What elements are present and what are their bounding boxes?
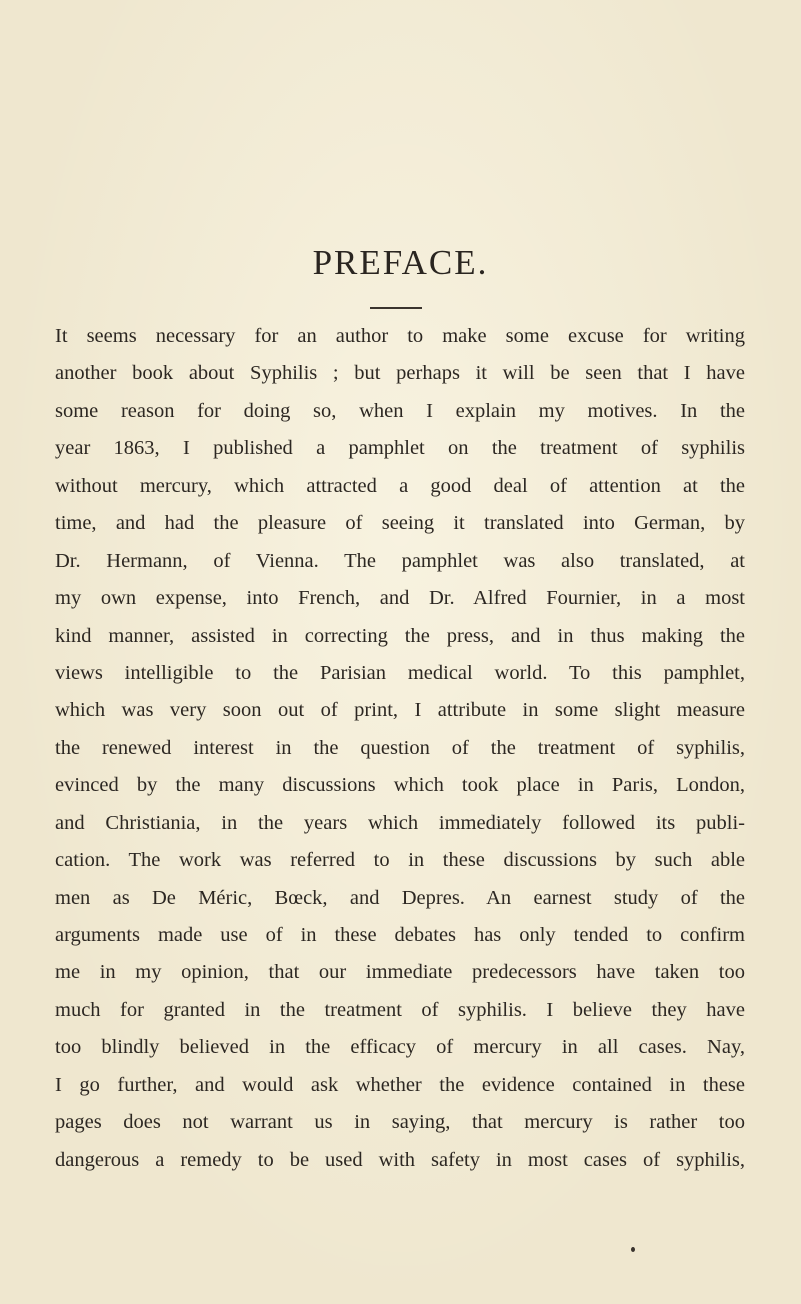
ink-speck (631, 1247, 635, 1252)
text-line: Dr. Hermann, of Vienna. The pamphlet was also translated, at (55, 549, 745, 572)
text-line: men as De Méric, Bœck, and Depres. An earnest study of the (55, 886, 745, 909)
text-line: some reason for doing so, when I explain my motives. In the (55, 399, 745, 422)
page-title: PREFACE. (312, 243, 489, 282)
text-line: too blindly believed in the efficacy of mercury in all cases. Nay, (55, 1036, 745, 1059)
body-paragraph (55, 318, 745, 1179)
text-line: time, and had the pleasure of seeing it translated into German, by (55, 512, 745, 535)
text-line: year 1863, I published a pamphlet on the treatment of syphilis (55, 437, 745, 460)
text-line: the renewed interest in the question of the treatment of syphilis, (55, 736, 745, 759)
text-line: and Christiania, in the years which immediately followed its publi- (55, 811, 745, 834)
text-line: cation. The work was referred to in these discussions by such able (55, 849, 745, 872)
text-line: It seems necessary for an author to make some excuse for writing (55, 325, 745, 347)
text-line: I go further, and would ask whether the evidence contained in these (55, 1073, 745, 1096)
text-line: views intelligible to the Parisian medical world. To this pamphlet, (55, 661, 745, 684)
text-line: much for granted in the treatment of syphilis. I believe they have (55, 998, 745, 1021)
text-line: which was very soon out of print, I attribute in some slight measure (55, 699, 745, 722)
text-line: pages does not warrant us in saying, that mercury is rather too (55, 1111, 745, 1134)
title-divider (370, 307, 422, 309)
text-line: without mercury, which attracted a good deal of attention at the (55, 474, 745, 497)
text-line: arguments made use of in these debates has only tended to confirm (55, 924, 745, 946)
text-line: kind manner, assisted in correcting the press, and in thus making the (55, 624, 745, 647)
text-line: my own expense, into French, and Dr. Alfred Fournier, in a most (55, 587, 745, 610)
text-line: evinced by the many discussions which took place in Paris, London, (55, 774, 745, 797)
text-line: me in my opinion, that our immediate predecessors have taken too (55, 961, 745, 984)
text-line: dangerous a remedy to be used with safety in most cases of syphilis, (55, 1148, 745, 1171)
text-line: another book about Syphilis ; but perhaps it will be seen that I have (55, 362, 745, 385)
